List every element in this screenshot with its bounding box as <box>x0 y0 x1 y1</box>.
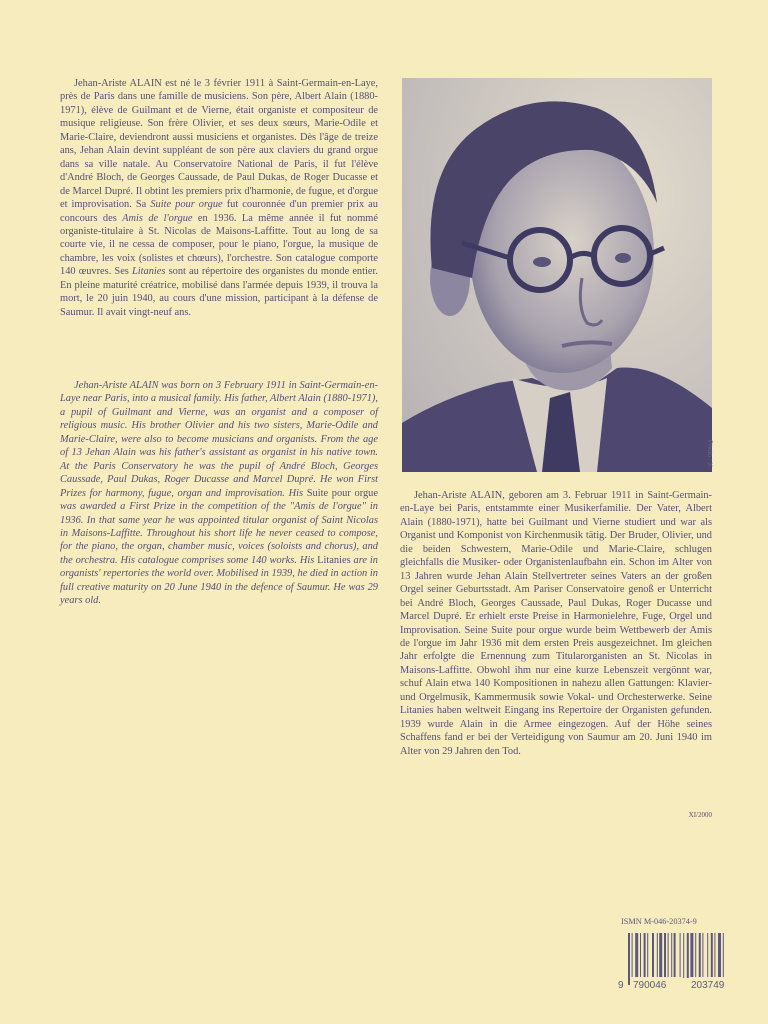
barcode-bar <box>711 933 713 978</box>
barcode-bar <box>683 933 684 978</box>
barcode-bar <box>647 933 648 978</box>
right-eye <box>615 253 631 263</box>
barcode-bar <box>657 933 658 978</box>
barcode-bar <box>664 933 666 978</box>
german-biography <box>400 489 712 758</box>
barcode-bar <box>687 933 689 978</box>
barcode-digits-group1: 790046 <box>633 980 667 991</box>
english-text-1: Jehan-Ariste ALAIN was born on 3 February 1911 in Saint-Germain-en-Laye near Paris, into a musical family. His father, Albert Alain (1880-1971), a pupil of Guilmant and Vierne, was an organist and a composer of religious music. His brother Olivier and his two sisters, Marie-Odile and Marie-Claire, were also to become musicians and organists. From the age of 13 Jehan Alain was his father's assistant as organist in his native town. At the Paris Conservatory he was the pupil of André Bloch, Georges Caussade, Paul Dukas, Roger Ducasse and Marcel Dupré. He won First Prizes for harmony, fugue, organ and improvisation. His <box>60 380 378 499</box>
portrait-illustration <box>402 78 712 472</box>
french-text-1: Jehan-Ariste ALAIN est né le 3 février 1911 à Saint-Germain-en-Laye, près de Paris dans une famille de musiciens. Son père, Albert Alain (1880-1971), élève de Guilmant et de Vierne, était organiste et compositeur de musique religieuse. Son frère Olivier, et ses deux sœurs, Marie-Odile et Marie-Claire, deviendront aussi musiciens et organistes. Dès l'âge de treize ans, Jehan Alain devint suppléant de son père aux claviers du grand orgue dans sa ville natale. Au Conservatoire National de Paris, il fut l'élève d'André Bloch, de Georges Caussade, de Paul Dukas, de Roger Ducasse et de Marcel Dupré. Il obtint les premiers prix d'harmonie, de fugue, et d'orgue et improvisation. Sa <box>60 78 378 211</box>
barcode-bar <box>695 933 696 978</box>
barcode-bar <box>707 933 708 978</box>
french-text-4: sont au répertoire des organistes du monde entier. En pleine maturité créatrice, mobilisé dans l'armée depuis 1939, il trouva la mort, le 20 juin 1940, au cours d'une mission, participant à la défense de Saumur. Il avait vingt-neuf ans. <box>60 266 379 318</box>
barcode-bar <box>644 933 646 978</box>
french-text-3: en 1936. La même année il fut nommé organiste-titulaire à St. Nicolas de Maisons-Laffitte. Tout au long de sa courte vie, il ne cessa de composer, pour le piano, l'orgue, la musique de chambre, les voix (solistes et chœurs), l'orchestre. Son catalogue comporte 140 œuvres. Ses <box>60 212 378 278</box>
english-biography <box>60 379 378 608</box>
photo-credit: Photo : X <box>706 440 713 467</box>
barcode <box>628 933 750 991</box>
barcode-bar <box>671 933 672 978</box>
portrait-photo <box>402 78 712 472</box>
barcode-bar <box>668 933 669 978</box>
barcode-bar <box>718 933 721 978</box>
barcode-bar <box>699 933 701 978</box>
barcode-bar <box>714 933 715 978</box>
english-text-3: are in organists' repertories the world over. Mobilised in 1939, he died in action in full creative maturity on 20 June 1940 in the defence of Saumur. He was 29 years old. <box>60 554 378 607</box>
english-text-2: was awarded a First Prize in the competition of the "Amis de l'orgue" in 1936. In that same year he was appointed titular organist of Saint Nicolas in Maisons-Laffitte. Throughout his short life he never ceased to compose, for the piano, the organ, chamber music, voices (soloists and chorus), and the orchestra. His catalogue comprises some 140 works. His <box>60 501 378 566</box>
english-suite-title: Suite pour orgue <box>306 487 378 499</box>
barcode-digit-left: 9 <box>618 980 624 991</box>
barcode-bar <box>640 933 641 978</box>
french-biography <box>60 77 378 319</box>
date-code: XI/2000 <box>688 811 712 819</box>
barcode-bar <box>628 933 630 985</box>
barcode-digits-group2: 203749 <box>691 980 725 991</box>
french-amis-title: Amis de l'orgue <box>122 212 193 224</box>
barcode-bar <box>702 933 703 978</box>
barcode-bar <box>635 933 638 978</box>
barcode-bar <box>659 933 662 978</box>
left-eye <box>533 257 551 267</box>
barcode-bar <box>690 933 693 978</box>
english-paragraph <box>60 379 378 608</box>
french-litanies-title: Litanies <box>131 266 166 278</box>
german-paragraph: Jehan-Ariste ALAIN, geboren am 3. Februar 1911 in Saint-Germain-en-Laye bei Paris, entstammte einer Musikerfamilie. Der Vater, Albert Alain (1880-1971), hatte bei Guilmant und Vierne studiert und war als Organist und Komponist von Kirchenmusik tätig. Der Bruder, Olivier, und die beiden Schwestern, Marie-Odile und Marie-Claire, schlugen gleichfalls die Musiker- oder Organistenlaufbahn ein. Schon im Alter von 13 Jahren wurde Jehan Alain Stellvertreter seines Vaters an der großen Orgel seiner Geburtsstadt. Am Pariser Conservatoire genoß er Unterricht bei André Bloch, Georges Caussade, Paul Dukas, Roger Ducasse und Marcel Dupré. Er erhielt erste Preise in Harmonielehre, Fuge, Orgel und Improvisation. Seine Suite pour orgue wurde beim Wettbewerb der Amis de l'orgue im Jahr 1936 mit dem ersten Preis ausgezeichnet. Im gleichen Jahr erfolgte die Ernennung zum Titularorganisten an St. Nicolas in Maisons-Laffitte. Obwohl ihm nur eine kurze Lebenszeit vergönnt war, schuf Alain etwa 140 Kompositionen in nahezu allen Gattungen: Klavier- und Orgelmusik, Kammermusik sowie Vokal- und Orchesterwerke. Seine Litanies haben weltweit Eingang ins Repertoire der Organisten gefunden. 1939 wurde Alain in die Armee eingezogen. Auf der Höhe seines Schaffens fand er bei der Verteidigung von Saumur am 20. Juni 1940 im Alter von 29 Jahren den Tod. <box>400 490 712 757</box>
french-suite-title: Suite pour orgue <box>150 199 223 211</box>
english-litanies-title: Litanies <box>317 554 351 566</box>
barcode-bar <box>652 933 654 978</box>
french-paragraph <box>60 77 378 319</box>
ismn-number: ISMN M-046-20374-9 <box>621 917 697 926</box>
french-text-2: fut couronnée d'un premier prix au concours des <box>60 199 378 224</box>
